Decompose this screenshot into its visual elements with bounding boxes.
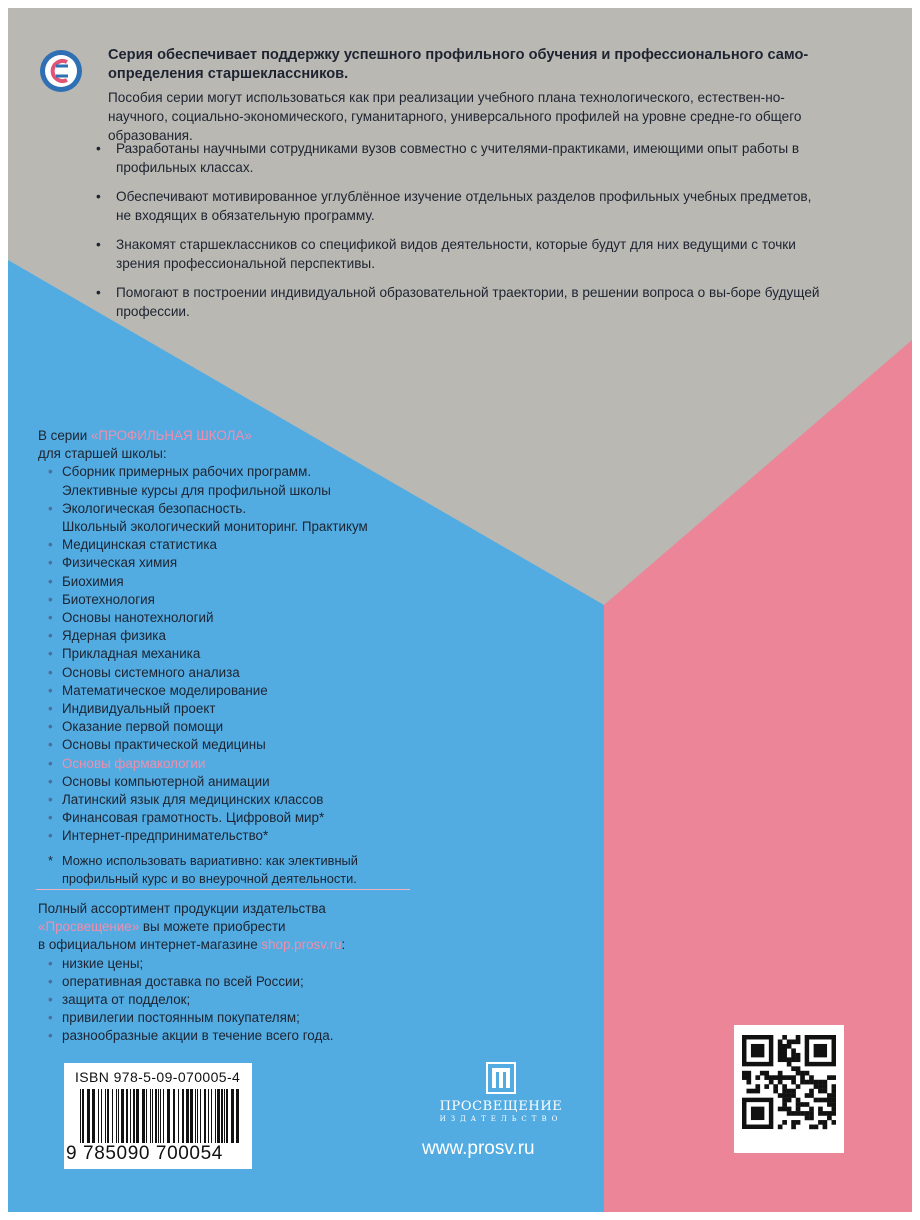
- book-item-highlighted: • Основы фармакологии: [38, 755, 438, 773]
- book-item: • Индивидуальный проект: [38, 700, 438, 718]
- book-item: • Основы компьютерной анимации: [38, 773, 438, 791]
- benefit-item: • разнообразные акции в течение всего года.: [38, 1027, 438, 1045]
- feature-item: • Помогают в построении индивидуальной образовательной траектории, в решении вопроса о вы-боре будущей профессии.: [92, 284, 820, 321]
- book-item: • Биохимия: [38, 573, 438, 591]
- shop-block: [38, 900, 438, 1046]
- footnote-text: Можно использовать вариативно: как элективный профильный курс и во внеурочной деятельности.: [62, 853, 358, 886]
- book-item: • Интернет-предпринимательство*: [38, 827, 438, 845]
- qr-code-icon[interactable]: [742, 1035, 836, 1143]
- divider: [36, 889, 410, 890]
- series-block: [38, 427, 438, 846]
- shop-line3: [38, 936, 438, 954]
- intro-paragraph: Пособия серии могут использоваться как при реализации учебного плана технологического, естествен-но-научного, социально-экономического, гуманитарного, универсального профилей на уровне средне-го общего образования.: [108, 90, 802, 143]
- book-item: • Биотехнология: [38, 591, 438, 609]
- book-item: • Медицинская статистика: [38, 536, 438, 554]
- feature-item: • Разработаны научными сотрудниками вузов совместно с учителями-практиками, имеющими опыт работы в профильных классах.: [92, 140, 820, 177]
- publisher-site-link[interactable]: www.prosv.ru: [422, 1138, 535, 1159]
- book-item: • Латинский язык для медицинских классов: [38, 791, 438, 809]
- benefit-item: • защита от подделок;: [38, 991, 438, 1009]
- qr-box: [734, 1025, 844, 1153]
- shop-line2-text: вы можете приобрести: [139, 919, 286, 935]
- shop-colon: :: [341, 937, 346, 953]
- publisher-name: ПРОСВЕЩЕНИЕ: [439, 1099, 563, 1114]
- book-item: • Прикладная механика: [38, 645, 438, 663]
- book-subtitle: Школьный экологический мониторинг. Практикум: [62, 519, 368, 535]
- intro-bold-text: Серия обеспечивает поддержку успешного профильного обучения и профессионального само-определения старшеклассников.: [108, 47, 809, 82]
- shop-line3-text: в официальном интернет-магазине: [38, 937, 262, 953]
- book-item: • Оказание первой помощи: [38, 718, 438, 736]
- benefits-list: [38, 955, 438, 1046]
- series-logo-icon: [38, 48, 84, 94]
- book-item: • Основы нанотехнологий: [38, 609, 438, 627]
- series-heading: [38, 427, 438, 445]
- isbn-label: ISBN 978-5-09-070005-4: [75, 1069, 241, 1085]
- benefit-item: • низкие цены;: [38, 955, 438, 973]
- benefit-item: • оперативная доставка по всей России;: [38, 973, 438, 991]
- books-list: [38, 463, 438, 845]
- book-item: [38, 500, 438, 536]
- book-subtitle: Элективные курсы для профильной школы: [62, 482, 331, 498]
- book-item: • Физическая химия: [38, 554, 438, 572]
- isbn-box: [64, 1063, 252, 1169]
- book-item: [38, 463, 438, 499]
- series-name: «ПРОФИЛЬНАЯ ШКОЛА»: [90, 428, 252, 443]
- shop-line1: Полный ассортимент продукции издательства: [38, 901, 326, 916]
- series-prefix: В серии: [38, 428, 91, 443]
- benefit-item: • привилегии постоянным покупателям;: [38, 1009, 438, 1027]
- feature-item: • Знакомят старшеклассников со спецификой видов деятельности, которые будут для них ведущими с точки зрения профессиональной перспективы.: [92, 236, 820, 273]
- footnote: [48, 852, 432, 888]
- feature-item: • Обеспечивают мотивированное углублённое изучение отдельных разделов профильных учебных предметов, не входящих в обязательную программу.: [92, 188, 820, 225]
- book-item: • Ядерная физика: [38, 627, 438, 645]
- publisher-emblem-icon: [486, 1062, 516, 1094]
- series-suffix: для старшей школы:: [38, 446, 167, 462]
- publisher-name-link[interactable]: «Просвещение»: [38, 919, 140, 935]
- book-title: Экологическая безопасность.: [62, 500, 247, 516]
- shop-line2: [38, 918, 438, 936]
- isbn-digits: 9 785090 700054: [66, 1143, 223, 1164]
- book-title: Сборник примерных рабочих программ.: [62, 464, 312, 480]
- book-item: • Основы практической медицины: [38, 736, 438, 754]
- book-item: • Основы системного анализа: [38, 664, 438, 682]
- publisher-subtitle: ИЗДАТЕЛЬСТВО: [439, 1115, 563, 1123]
- footnote-star: *: [48, 853, 53, 868]
- features-list: [92, 140, 820, 332]
- book-item: • Финансовая грамотность. Цифровой мир*: [38, 809, 438, 827]
- barcode-icon: [78, 1089, 242, 1143]
- book-item: • Математическое моделирование: [38, 682, 438, 700]
- shop-url-link[interactable]: shop.prosv.ru: [261, 937, 342, 953]
